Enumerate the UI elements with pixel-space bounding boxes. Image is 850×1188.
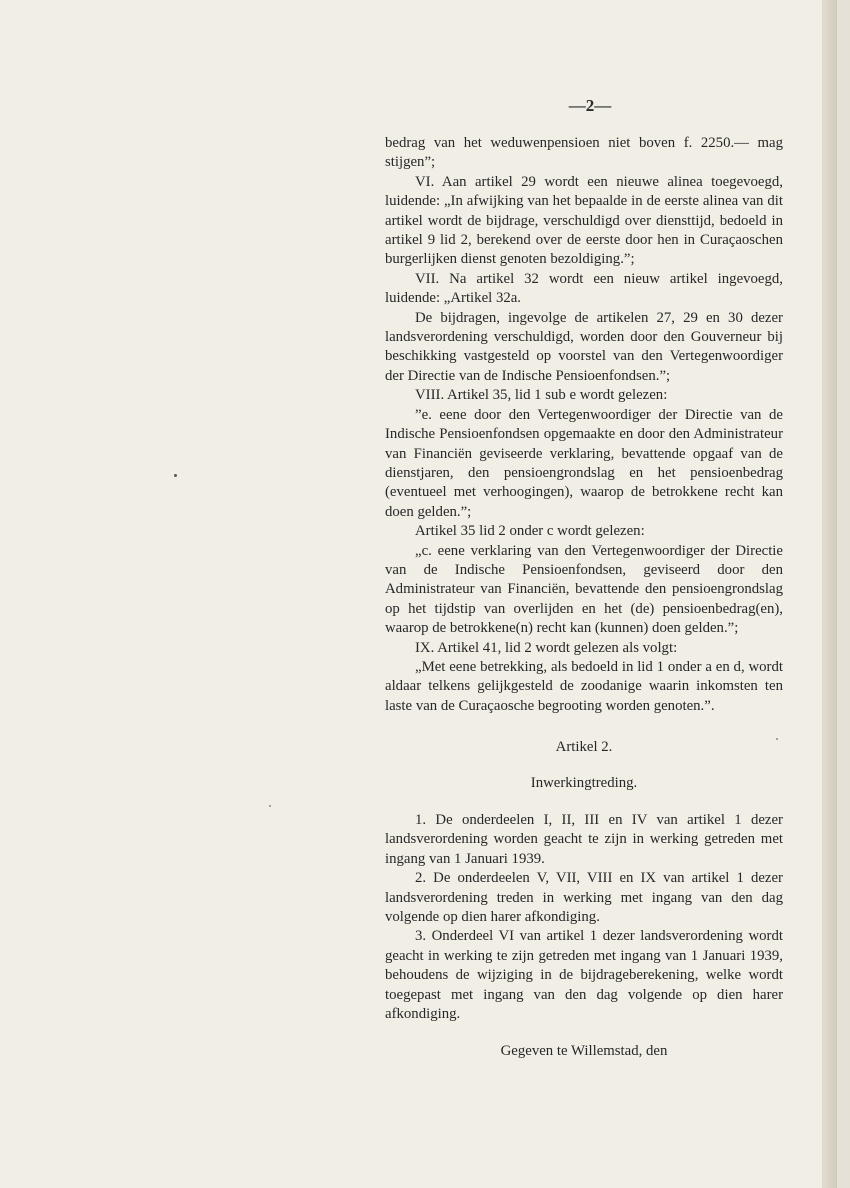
paragraph-artikel-35-lid-2: Artikel 35 lid 2 onder c wordt gelezen: bbox=[415, 523, 645, 540]
bleed-through-shadow bbox=[112, 96, 302, 120]
paragraph-viii: VIII. Artikel 35, lid 1 sub e wordt gelezen: bbox=[415, 387, 668, 404]
paragraph-vi: VI. Aan artikel 29 wordt een nieuwe alinea toegevoegd, luidende: „In afwijking van het bepaalde in de eerste alinea van dit artikel wordt de bijdrage, verschuldigd over diensttijd, bedoeld in artikel 9 lid 2, berekend over de eerste door hen in Curaçaoschen burgerlijken dienst genoten bezoldiging.”; bbox=[385, 173, 783, 268]
paragraph-weduwenpensioen: bedrag van het weduwenpensioen niet boven f. 2250.— mag stijgen”; bbox=[385, 135, 783, 171]
paragraph-vii: VII. Na artikel 32 wordt een nieuw artikel ingevoegd, luidende: „Artikel 32a. bbox=[385, 270, 783, 307]
clause-2: 2. De onderdeelen V, VII, VIII en IX van artikel 1 dezer landsverordening treden in werking met ingang van den dag volgende op dien harer afkondiging. bbox=[385, 870, 783, 926]
paragraph-ix: IX. Artikel 41, lid 2 wordt gelezen als volgt: bbox=[415, 639, 678, 656]
paragraph-sub-c: „c. eene verklaring van den Vertegenwoordiger der Directie van de Indische Pensioenfondsen, geviseerd door den Administrateur van Financiën, bevattende den pensioengrondslag op het tijdstip van overlijden en het (de) pensioenbedrag(en), waarop de betrokkene(n) recht kan (kunnen) doen gelden.”; bbox=[385, 542, 783, 637]
article-subheading: Inwerkingtreding. bbox=[530, 774, 638, 791]
closing-line: Gegeven te Willemstad, den bbox=[500, 1043, 668, 1060]
article-heading: Artikel 2. bbox=[555, 739, 613, 756]
paper-speck bbox=[174, 474, 177, 477]
clause-1: 1. De onderdeelen I, II, III en IV van artikel 1 dezer landsverordening worden geacht te zijn in werking getreden met ingang van 1 Januari 1939. bbox=[385, 812, 783, 867]
clause-3: 3. Onderdeel VI van artikel 1 dezer landsverordening wordt geacht in werking te zijn getreden met ingang van 1 Januari 1939, behoudens de wijziging in de bijdrageberekening, welke wordt toegepast met ingang van den dag volgende op dien harer afkondiging. bbox=[385, 928, 783, 1023]
paragraph-betrekking: „Met eene betrekking, als bedoeld in lid 1 onder a en d, wordt aldaar telkens gelijkgesteld de zoodanige waarin inkomsten ten laste van de Curaçaosche begrooting worden genoten.”. bbox=[385, 658, 783, 714]
paper-speck bbox=[269, 805, 271, 807]
paragraph-bijdragen: De bijdragen, ingevolge de artikelen 27, 29 en 30 dezer landsverordening verschuldigd, worden door den Gouverneur bij beschikking vastgesteld op voorstel van den Vertegenwoordiger der Directie van de Indische Pensioenfondsen.”; bbox=[385, 309, 783, 384]
page-edge bbox=[822, 0, 836, 1188]
paragraph-sub-e: ”e. eene door den Vertegenwoordiger der Directie van de Indische Pensioenfondsen opgemaakte en door den Administrateur van Financiën geviseerde verklaring, bevattende opgaaf van de dienstjaren, den pensioengrondslag en het pensioenbedrag (eventueel met verhoogingen), waarop de betrokkene recht kan doen gelden.”; bbox=[385, 406, 783, 520]
body-text bbox=[385, 134, 783, 1062]
paper-speck bbox=[776, 738, 778, 740]
page-number: —2— bbox=[568, 96, 612, 115]
